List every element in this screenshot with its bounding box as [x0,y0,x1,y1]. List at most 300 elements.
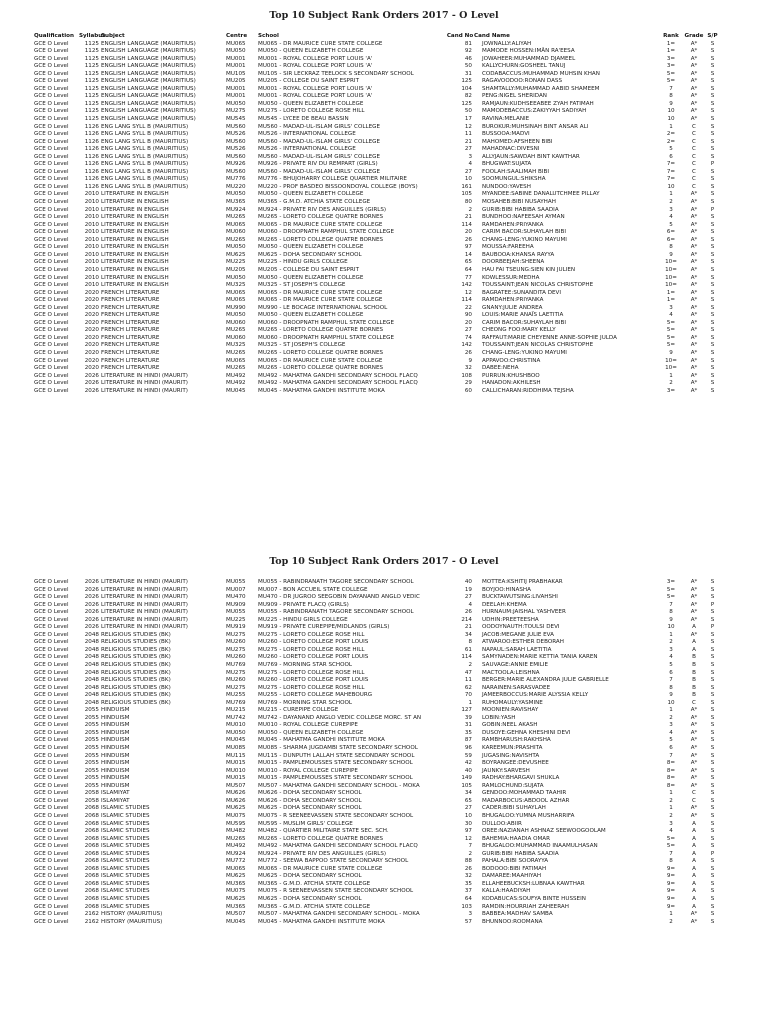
cell-qualification: GCE O Level [34,229,69,236]
cell-grade: C [692,168,696,175]
table-row [34,760,720,768]
cell-school: MU015 - PAMPLEMOUSSES STATE SECONDARY SCHOOL [258,760,413,767]
cell-subject: LITERATURE IN HINDI (MAURIT) [101,586,188,593]
cell-cand-no: 104 [461,85,472,92]
cell-rank: 5 [669,737,673,744]
cell-cand-name: BOYRANGEE:DEVUSHEE [482,760,549,767]
cell-grade: A* [690,70,698,77]
cell-cand-name: RAMDAHEN:PRIYANKA [482,221,544,228]
cell-school: MU055 - RABINDRANATH TAGORE SECONDARY SCHOOL [258,609,414,616]
cell-qualification: GCE O Level [34,797,69,804]
cell-rank: 8= [666,775,676,782]
cell-centre: MU205 [226,266,246,273]
cell-rank: 8= [666,767,676,774]
cell-rank: 9= [666,895,676,902]
cell-rank: 1 [669,707,673,714]
cell-syllabus: 2026 [84,601,99,608]
cell-grade: C [692,138,696,145]
cell-cand-name: CHANG-LENG:YUKINO MAYUMI [482,349,567,356]
table-row [34,798,720,806]
cell-cand-no: 27 [464,168,472,175]
cell-centre: MU010 [226,767,246,774]
cell-sp: S [710,199,715,206]
cell-cand-name: KALLYCHURN:GOSHEEL TANUJ [482,63,566,70]
cell-centre: MU625 [226,873,246,880]
cell-rank: 2 [669,639,673,646]
cell-centre: MU050 [226,729,246,736]
cell-cand-no: 81 [464,40,472,47]
cell-centre: MU055 [226,609,246,616]
cell-cand-no: 37 [464,888,472,895]
cell-centre: MU919 [226,624,246,631]
cell-grade: A* [690,805,698,812]
cell-cand-name: PURRUN:KHUSHBOO [482,372,540,379]
cell-school: MU742 - DAYANAND ANGLO VEDIC COLLEGE MORC. ST AN [258,714,422,721]
cell-syllabus: 2048 [84,677,99,684]
cell-sp: S [710,70,715,77]
table-row [34,184,720,192]
cell-grade: A* [690,357,698,364]
cell-syllabus: 2026 [84,579,99,585]
cell-cand-name: DULLOO:ABIIR [482,820,522,827]
cell-sp: S [710,805,715,812]
cell-grade: A* [690,289,698,296]
cell-school: MU769 - MORNING STAR SCHOOL [258,699,353,706]
cell-grade: A* [690,63,698,70]
cell-subject: FRENCH LITERATURE [101,349,160,356]
cell-subject: ENGLISH LANGUAGE (MAURITIUS) [101,108,196,115]
cell-grade: A* [690,594,698,601]
cell-school: MU105 - SIR LECKRAZ TEELOCK S SECONDARY SCHOOL [258,70,414,77]
table-row [34,587,720,595]
cell-rank: 8 [669,858,673,865]
cell-centre: MU225 [226,616,246,623]
cell-syllabus: 1125 [84,78,99,85]
cell-cand-no: 12 [464,835,472,842]
cell-sp: P [710,206,715,213]
cell-cand-no: 14 [464,251,472,258]
table-row [34,101,720,109]
cell-grade: A* [690,55,698,62]
table-row [34,169,720,177]
cell-grade: A* [690,221,698,228]
cell-sp: S [710,100,715,107]
cell-qualification: GCE O Level [34,108,69,115]
cell-school: MU365 - G.M.D. ATCHIA STATE COLLEGE [258,880,371,887]
cell-cand-no: 47 [464,669,472,676]
cell-grade: A* [690,380,698,387]
table-row [34,131,720,139]
cell-sp: S [710,895,715,902]
cell-school: MU560 - MADAD-UL-ISLAM GIRLS' COLLEGE [258,153,380,160]
cell-grade: A* [690,236,698,243]
cell-subject: FRENCH LITERATURE [101,319,160,326]
table-row [34,176,720,184]
cell-qualification: GCE O Level [34,707,69,714]
cell-cand-no: 31 [464,70,472,77]
cell-qualification: GCE O Level [34,631,69,638]
cell-centre: MU265 [226,349,246,356]
table-row [34,745,720,753]
table-row [34,358,720,366]
cell-subject: ISLAMIC STUDIES [101,835,150,842]
cell-qualification: GCE O Level [34,100,69,107]
cell-school: MU085 - SHARMA JUGDAMBI STATE SECONDARY SCHOOL [258,745,418,752]
cell-centre: MU492 [226,372,246,379]
cell-subject: HISTORY (MAURITIUS) [101,918,163,925]
cell-syllabus: 2048 [84,639,99,646]
cell-sp: S [710,820,715,827]
cell-rank: 7= [666,168,676,175]
table-row [34,244,720,252]
cell-qualification: GCE O Level [34,782,69,789]
cell-subject: ENG LANG SYLL B (MAURITIUS) [101,168,189,175]
cell-centre: MU626 [226,797,246,804]
table-row [34,692,720,700]
cell-qualification: GCE O Level [34,609,69,616]
cell-cand-no: 40 [464,579,472,585]
cell-subject: LITERATURE IN ENGLISH [101,244,169,251]
cell-centre: MU060 [226,319,246,326]
cell-grade: C [692,183,696,190]
cell-grade: A [692,820,696,827]
cell-qualification: GCE O Level [34,903,69,910]
cell-rank: 5= [666,327,676,334]
cell-school: MU260 - LORETO COLLEGE PORT LOUIS [258,639,369,646]
cell-centre: MU526 [226,131,246,138]
col-subject: Subject [101,33,125,39]
cell-sp: S [710,40,715,47]
table-row [34,350,720,358]
cell-school: MU001 - ROYAL COLLEGE PORT LOUIS 'A' [258,85,373,92]
cell-qualification: GCE O Level [34,236,69,243]
col-cand-name: Cand Name [474,33,510,39]
cell-centre: MU365 [226,903,246,910]
cell-rank: 10= [665,365,677,372]
cell-centre: MU275 [226,684,246,691]
cell-school: MU990 - LE BOCAGE INTERNATIONAL SCHOOL [258,304,388,311]
cell-grade: A* [690,100,698,107]
table-row [34,275,720,283]
cell-rank: 2 [669,380,673,387]
cell-school: MU325 - ST JOSEPH'S COLLEGE [258,282,346,289]
cell-cand-no: 26 [464,865,472,872]
cell-cand-no: 11 [464,131,472,138]
cell-rank: 2 [669,812,673,819]
cell-rank: 1= [666,289,676,296]
cell-qualification: GCE O Level [34,586,69,593]
cell-grade: A* [690,78,698,85]
cell-subject: ENGLISH LANGUAGE (MAURITIUS) [101,78,196,85]
cell-syllabus: 1125 [84,63,99,70]
cell-rank: 1= [666,40,676,47]
cell-syllabus: 2020 [84,297,99,304]
cell-centre: MU045 [226,918,246,925]
cell-cand-name: MAHOMED:AFSHEEN BIBI [482,138,553,145]
cell-grade: A* [690,244,698,251]
cell-sp: S [710,221,715,228]
cell-cand-no: 27 [464,805,472,812]
cell-syllabus: 1126 [84,161,99,168]
cell-cand-no: 64 [464,266,472,273]
cell-sp: S [710,745,715,752]
cell-school: MU115 - DUNPUTH LALLAH STATE SECONDARY SCHOOL [258,752,415,759]
cell-qualification: GCE O Level [34,677,69,684]
cell-centre: MU560 [226,123,246,130]
cell-grade: A* [690,297,698,304]
cell-school: MU075 - R SEENEEVASSEN STATE SECONDARY SCHOOL [258,888,414,895]
cell-cand-name: BAHEMIA:HAADIA OMAR [482,835,551,842]
cell-cand-name: CODABACCUS:MUHAMMAD MUHSIN KHAN [482,70,600,77]
cell-qualification: GCE O Level [34,888,69,895]
cell-grade: A [692,843,696,850]
cell-rank: 6= [666,236,676,243]
cell-cand-name: BOYJOO:HINASHA [482,586,531,593]
cell-syllabus: 2010 [84,199,99,206]
cell-sp: S [710,78,715,85]
cell-school: MU626 - DOHA SECONDARY SCHOOL [258,790,362,797]
cell-grade: A* [690,116,698,123]
cell-qualification: GCE O Level [34,654,69,661]
cell-centre: MU001 [226,93,246,100]
cell-cand-no: 27 [464,327,472,334]
table-row [34,609,720,617]
table-row [34,146,720,154]
cell-syllabus: 2068 [84,888,99,895]
cell-rank: 3= [666,55,676,62]
cell-school: MU225 - HINDU GIRLS COLLEGE [258,259,348,266]
cell-cand-no: 105 [461,191,472,198]
cell-school: MU055 - RABINDRANATH TAGORE SECONDARY SCHOOL [258,579,414,585]
table-header-row [34,33,720,41]
cell-qualification: GCE O Level [34,319,69,326]
cell-sp: S [710,131,715,138]
cell-centre: MU225 [226,259,246,266]
cell-centre: MU595 [226,820,246,827]
cell-cand-no: 77 [464,274,472,281]
cell-cand-no: 4 [468,601,472,608]
cell-grade: A [692,639,696,646]
cell-sp: S [710,108,715,115]
cell-sp: S [710,865,715,872]
table-row [34,881,720,889]
cell-school: MU010 - ROYAL COLLEGE CUREPIPE [258,767,358,774]
table-row [34,207,720,215]
cell-cand-name: DABEE:NEHA [482,365,519,372]
cell-sp: S [710,654,715,661]
cell-grade: A* [690,274,698,281]
cell-sp: S [710,191,715,198]
cell-cand-name: BUROKUR:MUHSINAH BINT ANSAR ALI [482,123,589,130]
cell-subject: FRENCH LITERATURE [101,365,160,372]
cell-grade: A* [690,631,698,638]
cell-syllabus: 1125 [84,108,99,115]
cell-school: MU924 - PRIVATE RIV DES ANGUILLES (GIRLS) [258,850,387,857]
table-row [34,86,720,94]
cell-cand-no: 34 [464,790,472,797]
cell-grade: B [692,677,696,684]
table-row [34,858,720,866]
table-row [34,873,720,881]
cell-school: MU050 - QUEEN ELIZABETH COLLEGE [258,100,364,107]
cell-cand-name: BHUGALOO:YUMNA MUSHARRIFA [482,812,575,819]
cell-syllabus: 2020 [84,312,99,319]
cell-subject: RELIGIOUS STUDIES (BK) [101,684,171,691]
cell-rank: 10= [665,357,677,364]
cell-cand-name: BHUNNOO:ROOMANA [482,918,543,925]
cell-school: MU560 - MADAD-UL-ISLAM GIRLS' COLLEGE [258,168,380,175]
cell-school: MU275 - LORETO COLLEGE ROSE HILL [258,646,365,653]
cell-rank: 1= [666,297,676,304]
table-row [34,282,720,290]
cell-syllabus: 2055 [84,760,99,767]
cell-qualification: GCE O Level [34,835,69,842]
table-row [34,222,720,230]
cell-cand-name: BHUGWAT:SUJATA [482,161,532,168]
cell-cand-no: 22 [464,304,472,311]
cell-centre: MU365 [226,199,246,206]
cell-rank: 9= [666,903,676,910]
table-row [34,662,720,670]
cell-cand-no: 142 [461,282,472,289]
cell-subject: LITERATURE IN ENGLISH [101,221,169,228]
cell-syllabus: 2026 [84,372,99,379]
table-row [34,237,720,245]
cell-rank: 10 [667,183,675,190]
cell-cand-name: MACTOOLA:LEISHNA [482,669,540,676]
cell-cand-name: BHUGALOO:MUHAMMAD INAAMULHASAN [482,843,598,850]
cell-sp: S [710,669,715,676]
cell-subject: ENG LANG SYLL B (MAURITIUS) [101,131,189,138]
cell-cand-name: JAMEERBOCCUS:MARIE ALYSSIA KELLY [482,692,589,699]
cell-qualification: GCE O Level [34,737,69,744]
cell-centre: MU065 [226,289,246,296]
cell-centre: MU001 [226,63,246,70]
table-row [34,78,720,86]
cell-school: MU060 - DROOPNATH RAMPHUL STATE COLLEGE [258,319,395,326]
cell-subject: ENGLISH LANGUAGE (MAURITIUS) [101,40,196,47]
cell-sp: S [710,334,715,341]
cell-rank: 9 [669,616,673,623]
cell-cand-no: 1 [468,699,472,706]
cell-school: MU045 - MAHATMA GANDHI INSTITUTE MOKA [258,918,385,925]
cell-rank: 10 [667,624,675,631]
cell-qualification: GCE O Level [34,85,69,92]
cell-grade: B [692,654,696,661]
cell-subject: ENGLISH LANGUAGE (MAURITIUS) [101,55,196,62]
cell-cand-no: 21 [464,138,472,145]
cell-qualification: GCE O Level [34,55,69,62]
cell-subject: ISLAMIC STUDIES [101,828,150,835]
cell-rank: 5= [666,835,676,842]
cell-qualification: GCE O Level [34,616,69,623]
cell-grade: A* [690,199,698,206]
cell-rank: 6 [669,745,673,752]
cell-rank: 5= [666,594,676,601]
cell-school: MU215 - CUREPIPE COLLEGE [258,707,339,714]
cell-rank: 5= [666,843,676,850]
cell-rank: 8= [666,782,676,789]
cell-subject: RELIGIOUS STUDIES (BK) [101,692,171,699]
cell-sp: S [710,63,715,70]
table-row [34,365,720,373]
cell-cand-name: RAMDIN:HOURRIAH ZAHEERAH [482,903,569,910]
cell-syllabus: 2055 [84,775,99,782]
cell-sp: S [710,729,715,736]
cell-centre: MU215 [226,707,246,714]
cell-sp: S [710,304,715,311]
cell-school: MU926 - PRIVATE RIV DU REMPART (GIRLS) [258,161,378,168]
cell-centre: MU050 [226,191,246,198]
cell-syllabus: 2026 [84,624,99,631]
cell-grade: A [692,624,696,631]
cell-subject: HINDUISM [101,760,130,767]
cell-cand-no: 34 [464,631,472,638]
cell-grade: A* [690,609,698,616]
cell-centre: MU507 [226,782,246,789]
cell-qualification: GCE O Level [34,123,69,130]
cell-sp: S [710,176,715,183]
cell-cand-no: 142 [461,342,472,349]
cell-syllabus: 2055 [84,714,99,721]
table-body [34,41,720,396]
cell-centre: MU769 [226,662,246,669]
cell-centre: MU050 [226,48,246,55]
cell-subject: HINDUISM [101,767,130,774]
cell-cand-name: KAREEMUN:PRASHITA [482,745,543,752]
cell-subject: FRENCH LITERATURE [101,297,160,304]
cell-rank: 3 [669,646,673,653]
cell-rank: 5 [669,662,673,669]
cell-sp: S [710,349,715,356]
table-row [34,63,720,71]
cell-sp: S [710,357,715,364]
cell-grade: A* [690,85,698,92]
cell-rank: 10= [665,259,677,266]
cell-cand-no: 97 [464,244,472,251]
cell-sp: S [710,274,715,281]
cell-qualification: GCE O Level [34,722,69,729]
cell-grade: A [692,646,696,653]
cell-syllabus: 1126 [84,131,99,138]
cell-cand-name: BODOOO:BIBI FATIMAH [482,865,547,872]
table-row [34,685,720,693]
cell-syllabus: 1125 [84,70,99,77]
cell-rank: 2= [666,131,676,138]
cell-school: MU050 - QUEEN ELIZABETH COLLEGE [258,274,364,281]
cell-centre: MU924 [226,850,246,857]
table-row [34,48,720,56]
cell-cand-no: 12 [464,123,472,130]
cell-syllabus: 1126 [84,168,99,175]
table-row [34,579,720,587]
cell-cand-name: GOBIN:NEEL AKASH [482,722,538,729]
table-row [34,229,720,237]
cell-cand-name: DUSOYE:GEHNA KHESHINI DEVI [482,729,571,736]
cell-rank: 7 [669,601,673,608]
cell-centre: MU260 [226,654,246,661]
cell-rank: 5 [669,221,673,228]
table-row [34,124,720,132]
cell-subject: ENGLISH LANGUAGE (MAURITIUS) [101,116,196,123]
cell-cand-no: 65 [464,797,472,804]
cell-grade: A [692,828,696,835]
cell-subject: HINDUISM [101,737,130,744]
cell-cand-no: 214 [461,616,472,623]
cell-qualification: GCE O Level [34,282,69,289]
cell-qualification: GCE O Level [34,365,69,372]
cell-rank: 7= [666,176,676,183]
